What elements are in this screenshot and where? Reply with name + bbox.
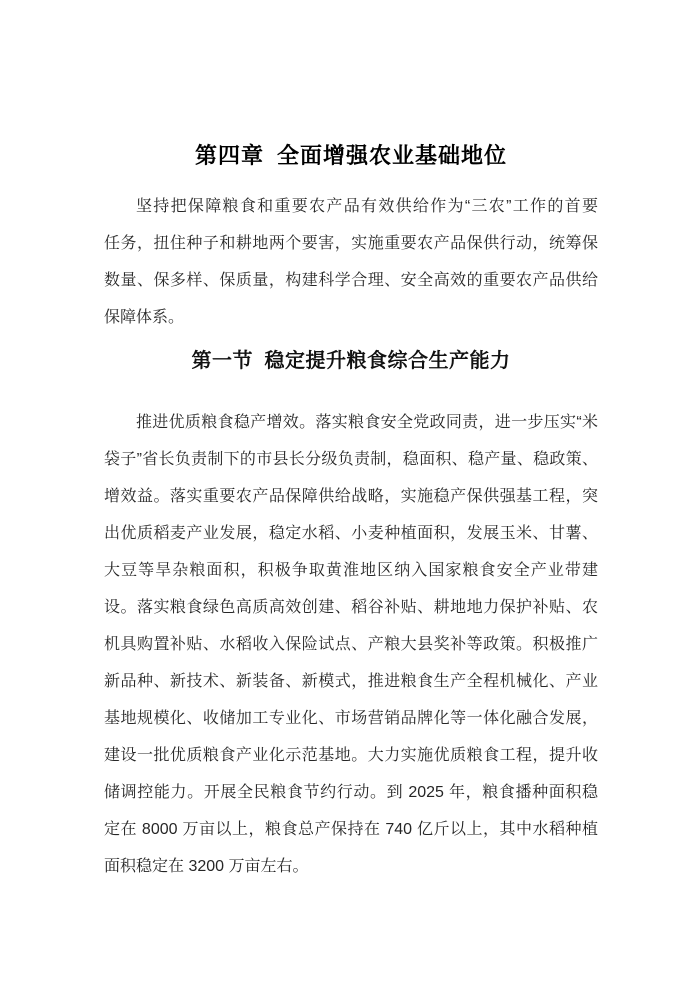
text-line: 大豆等旱杂粮面积，积极争取黄淮地区纳入国家粮食安全产业带建 <box>104 562 598 579</box>
text-line: 定在 8000 万亩以上，粮食总产保持在 740 亿斤以上，其中水稻种植 <box>104 821 598 838</box>
text-line: 储调控能力。开展全民粮食节约行动。到 2025 年，粮食播种面积稳 <box>104 784 598 801</box>
text-line: 新品种、新技术、新装备、新模式，推进粮食生产全程机械化、产业 <box>104 673 598 690</box>
text-line: 数量、保多样、保质量，构建科学合理、安全高效的重要农产品供给 <box>104 272 598 289</box>
paragraph-overview <box>104 188 598 336</box>
text-line: 机具购置补贴、水稻收入保险试点、产粮大县奖补等政策。积极推广 <box>104 636 598 653</box>
text-line: 面积稳定在 3200 万亩左右。 <box>104 858 309 875</box>
text-line: 坚持把保障粮食和重要农产品有效供给作为“三农”工作的首要 <box>136 198 598 215</box>
text-line: 增效益。落实重要农产品保障供给战略，实施稳产保供强基工程，突 <box>104 488 598 505</box>
text-line: 出优质稻麦产业发展，稳定水稻、小麦种植面积，发展玉米、甘薯、 <box>104 525 598 542</box>
text-line: 任务，扭住种子和耕地两个要害，实施重要农产品保供行动，统筹保 <box>104 235 598 252</box>
chapter-title: 第四章 全面增强农业基础地位 <box>194 143 508 168</box>
paragraph-grain-production <box>104 404 598 885</box>
text-line: 基地规模化、收储加工专业化、市场营销品牌化等一体化融合发展， <box>104 710 598 727</box>
text-line: 袋子”省长负责制下的市县长分级负责制，稳面积、稳产量、稳政策、 <box>104 451 598 468</box>
section-title: 第一节 稳定提升粮食综合生产能力 <box>191 350 511 372</box>
text-line: 保障体系。 <box>104 309 185 326</box>
text-line: 设。落实粮食绿色高质高效创建、稻谷补贴、耕地地力保护补贴、农 <box>104 599 598 616</box>
text-line: 推进优质粮食稳产增效。落实粮食安全党政同责，进一步压实“米 <box>136 414 598 431</box>
text-line: 建设一批优质粮食产业化示范基地。大力实施优质粮食工程，提升收 <box>104 747 598 764</box>
